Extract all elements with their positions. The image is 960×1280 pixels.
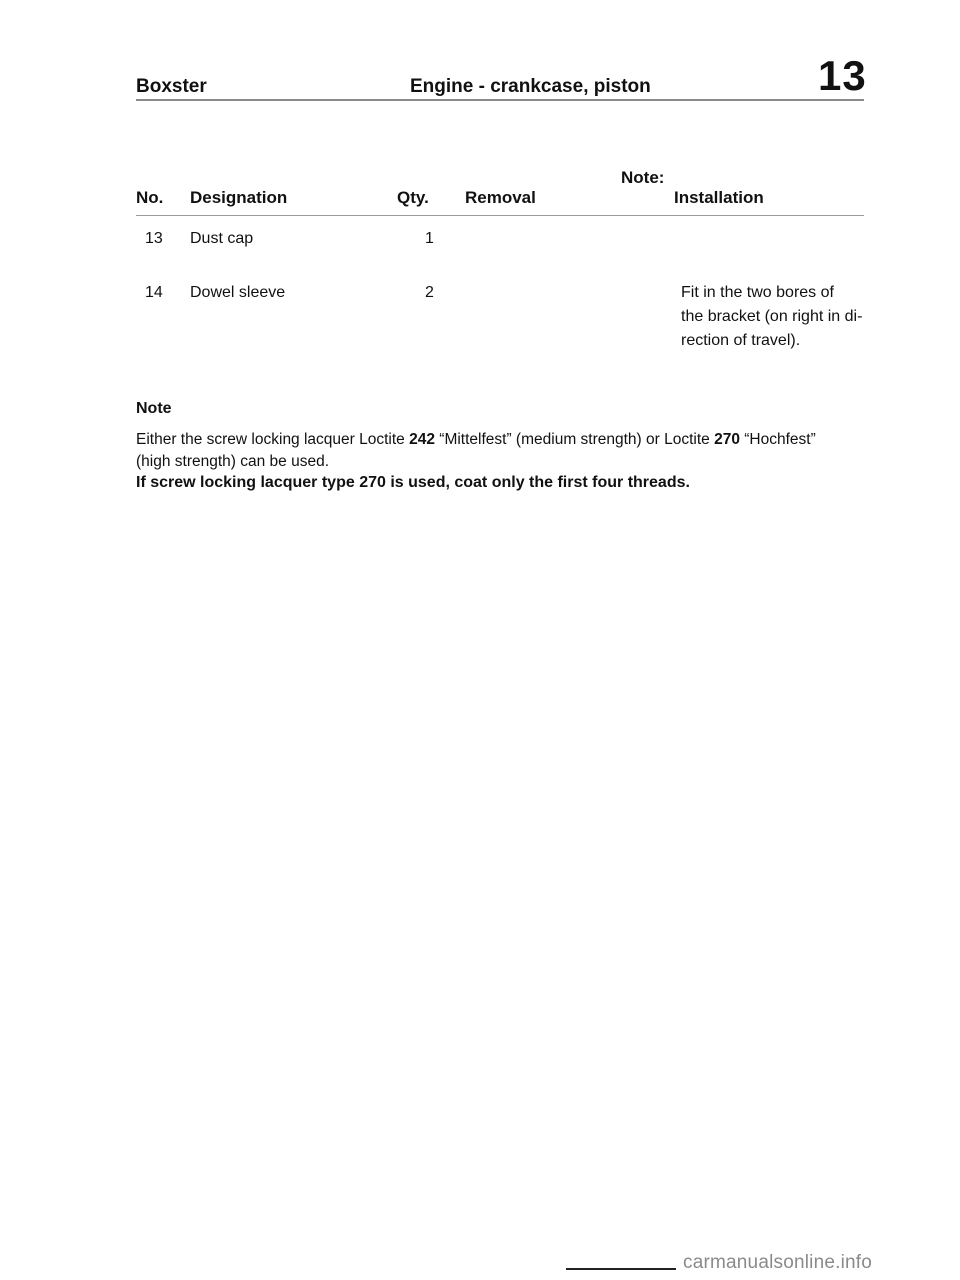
header-section-title: Engine - crankcase, piston xyxy=(410,76,651,97)
installation-line: the bracket (on right in di- xyxy=(681,308,863,325)
loctite-242-value: 242 xyxy=(409,431,435,448)
row-number: 13 xyxy=(145,230,163,247)
row-designation: Dowel sleeve xyxy=(190,284,286,301)
note-text: “Hochfest” xyxy=(739,431,816,448)
chapter-number: 13 xyxy=(818,52,867,99)
note-warning: If screw locking lacquer type 270 is used, coat only the first four threads. xyxy=(136,474,690,491)
column-header-designation: Designation xyxy=(190,188,288,207)
note-column-label: Note: xyxy=(621,168,665,187)
note-paragraph-line-1 xyxy=(136,431,816,449)
row-installation-note xyxy=(681,281,871,353)
row-designation: Dust cap xyxy=(190,230,254,247)
header-model: Boxster xyxy=(136,76,207,97)
table-header-rule xyxy=(136,215,864,216)
row-quantity: 2 xyxy=(425,284,434,301)
row-number: 14 xyxy=(145,284,163,301)
loctite-270-value: 270 xyxy=(714,431,740,448)
footer-rule xyxy=(566,1268,676,1270)
note-text: Either the screw locking lacquer Loctite xyxy=(136,431,410,448)
column-header-removal: Removal xyxy=(465,188,536,207)
column-header-installation: Installation xyxy=(674,188,764,207)
watermark: carmanualsonline.info xyxy=(683,1252,873,1273)
column-header-no: No. xyxy=(136,188,164,207)
note-paragraph-line-2: (high strength) can be used. xyxy=(136,453,330,470)
header-rule xyxy=(136,99,864,101)
installation-line: rection of travel). xyxy=(681,332,801,349)
row-quantity: 1 xyxy=(425,230,434,247)
note-heading: Note xyxy=(136,400,172,417)
column-header-qty: Qty. xyxy=(397,188,429,207)
installation-line: Fit in the two bores of xyxy=(681,284,834,301)
note-text: “Mittelfest” (medium strength) or Loctite xyxy=(434,431,715,448)
